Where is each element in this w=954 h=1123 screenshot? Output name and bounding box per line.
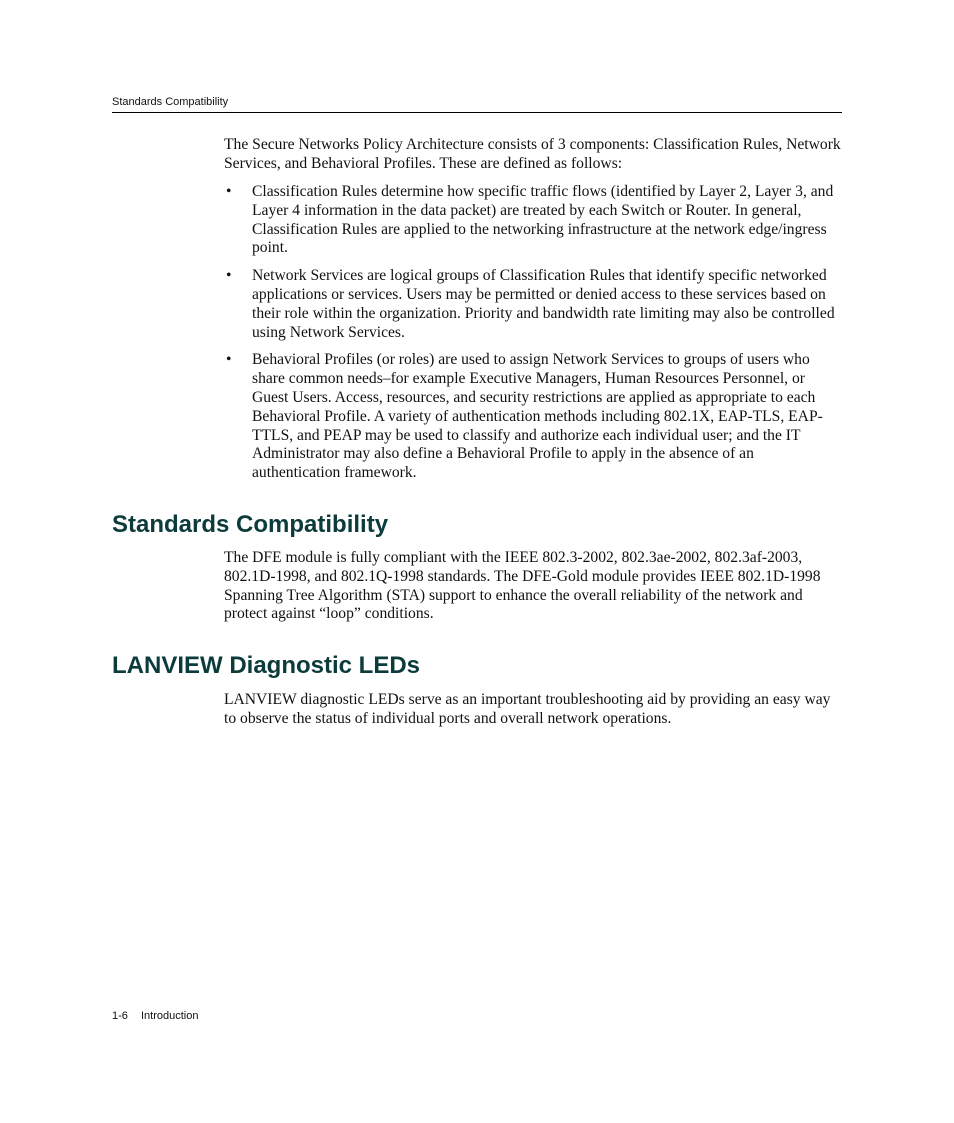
list-item-text: Behavioral Profiles (or roles) are used to assign Network Services to groups of users who share common needs–for example Executive Managers, Human Resources Personnel, or Guest Users. Access, resources, and security restrictions are applied as appropriate to each Behavioral Profile. A variety of authentication methods including 802.1X, EAP-TLS, EAP-TTLS, and PEAP may be used to classify and authorize each individual user; and the IT Administrator may also define a Behavioral Profile to apply in the absence of an authentication framework. [252,351,823,482]
header-rule [112,112,842,113]
bullet-icon: • [226,183,232,200]
list-item-text: Network Services are logical groups of Classification Rules that identify specific networked applications or services. Users may be permitted or denied access to these services based on their role within the organization. Priority and bandwidth rate limiting may also be controlled using Network Services. [252,267,835,341]
bullet-icon: • [226,267,232,285]
list-item-text: Classification Rules determine how specific traffic flows (identified by Layer 2, Layer 3, and Layer 4 information in the data packet) are treated by each Switch or Router. In general, Classification Rules are applied to the networking infrastructure at the network edge/ingress point. [252,183,834,257]
list-item [224,267,842,342]
chapter-title: Introduction [140,1010,199,1022]
page-footer [112,1009,198,1023]
page-number: 1-6 [112,1010,128,1022]
section-heading-lanview: LANVIEW Diagnostic LEDs [112,652,421,679]
bullet-icon: • [226,351,232,369]
component-list [224,183,842,492]
running-header: Standards Compatibility [112,96,229,108]
section-heading-standards: Standards Compatibility [112,511,389,538]
intro-paragraph: The Secure Networks Policy Architecture consists of 3 components: Classification Rules, Network Services, and Behavioral Profiles. These are defined as follows: [224,136,841,172]
standards-paragraph: The DFE module is fully compliant with the IEEE 802.3-2002, 802.3ae-2002, 802.3af-2003, 802.1D-1998, and 802.1Q-1998 standards. The DFE-Gold module provides IEEE 802.1D-1998 Spanning Tree Algorithm (STA) support to enhance the overall reliability of the network and protect against “loop” conditions. [224,549,821,623]
lanview-paragraph: LANVIEW diagnostic LEDs serve as an important troubleshooting aid by providing an easy way to observe the status of individual ports and overall network operations. [224,691,831,727]
list-item [224,183,842,258]
list-item [224,351,842,483]
